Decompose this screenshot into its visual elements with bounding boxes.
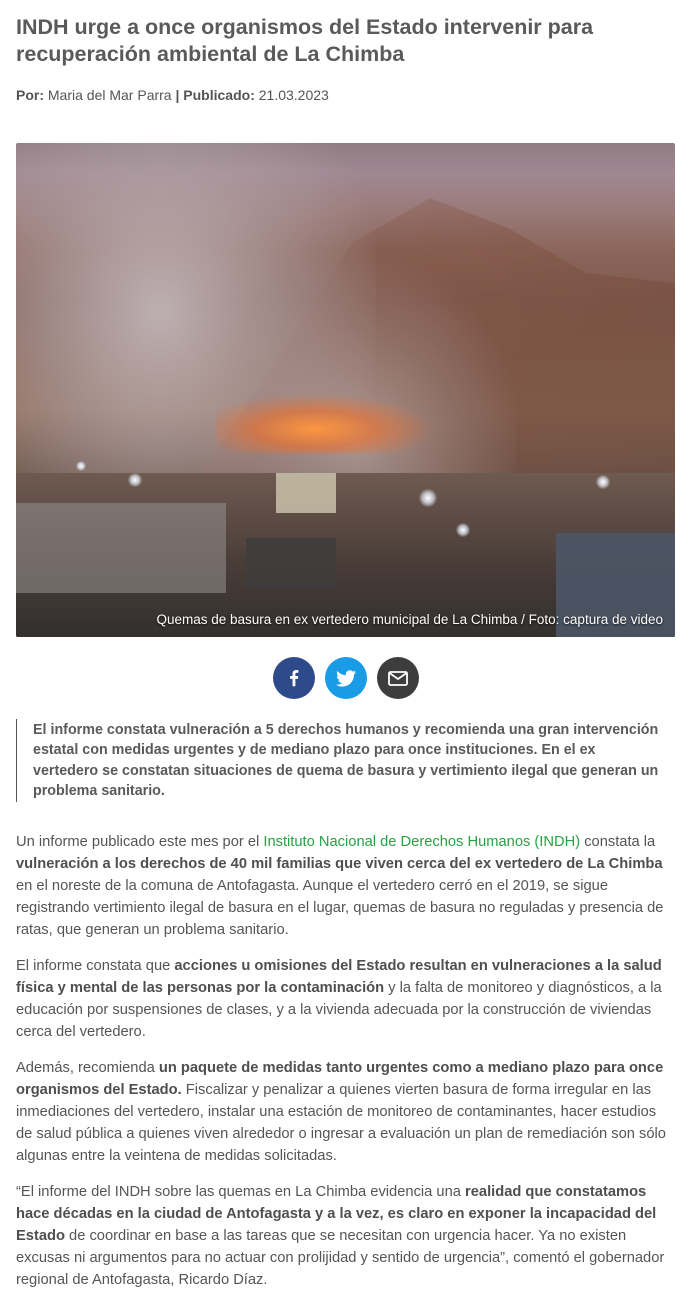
share-bar — [0, 657, 691, 699]
paragraph — [16, 831, 676, 941]
photo-building — [276, 473, 336, 513]
photo-building — [246, 538, 336, 588]
article-body — [16, 831, 676, 1301]
author-label: Por: — [16, 87, 44, 103]
bold-text: vulneración a los derechos de 40 mil familias que viven cerca del ex vertedero de La Chimba — [16, 856, 663, 872]
published-label: Publicado: — [183, 87, 255, 103]
text: en el noreste de la comuna de Antofagasta. Aunque el vertedero cerró en el 2019, se sigue registrando vertimiento ilegal de basura en el lugar, quemas de basura no reguladas y presencia de ratas, que generan un problema sanitario. — [16, 878, 664, 938]
share-twitter-button[interactable] — [325, 657, 367, 699]
bold-text: realidad que constatamos hace décadas en la ciudad de Antofagasta y a la vez, es claro en exponer la incapacidad del Estado — [16, 1184, 657, 1244]
twitter-icon — [334, 666, 358, 690]
paragraph — [16, 1057, 676, 1167]
text: de coordinar en base a las tareas que se necesitan con urgencia hacer. Ya no existen excusas ni argumentos para no actuar con prolijidad y sentido de urgencia”, comentó el gobernador regional de Antofagasta, Ricardo Díaz. — [16, 1228, 665, 1288]
text: Además, recomienda — [16, 1060, 159, 1076]
photo-building — [16, 503, 226, 593]
photo-light — [596, 475, 610, 489]
share-email-button[interactable] — [377, 657, 419, 699]
text: Fiscalizar y penalizar a quienes vierten basura de forma irregular en las inmediaciones del vertedero, instalar una estación de monitoreo de contaminantes, hacer estudios de salud pública a quienes viven alrededor o ingresar a evaluación un plan de remediación son sólo algunas entre la veintena de medidas solicitadas. — [16, 1082, 666, 1164]
byline — [16, 86, 329, 104]
photo-fire — [216, 393, 436, 453]
indh-link[interactable]: Instituto Nacional de Derechos Humanos (INDH) — [263, 834, 581, 850]
article-lead: El informe constata vulneración a 5 derechos humanos y recomienda una gran intervención estatal con medidas urgentes y de mediano plazo para once instituciones. En el ex vertedero se constatan situaciones de quema de basura y vertimiento ilegal que generan un problema sanitario. — [16, 719, 660, 802]
bold-text: un paquete de medidas tanto urgentes como a mediano plazo para once organismos del Estado. — [16, 1060, 664, 1098]
share-facebook-button[interactable] — [273, 657, 315, 699]
bold-text: acciones u omisiones del Estado resultan en vulneraciones a la salud física y mental de las personas por la contaminación — [16, 958, 662, 996]
text: “El informe del INDH sobre las quemas en La Chimba evidencia una — [16, 1184, 466, 1200]
text: y la falta de monitoreo y diagnósticos, a la educación por suspensiones de clases, y a la vivienda adecuada por la construcción de viviendas cerca del vertedero. — [16, 980, 662, 1040]
text: Un informe publicado este mes por el — [16, 834, 264, 850]
mail-icon — [386, 666, 410, 690]
photo-caption: Quemas de basura en ex vertedero municipal de La Chimba / Foto: captura de video — [156, 612, 663, 627]
published-date: 21.03.2023 — [258, 87, 329, 103]
text: El informe constata que — [16, 958, 175, 974]
byline-separator: | — [175, 87, 180, 103]
photo-light — [419, 489, 437, 507]
article-title: INDH urge a once organismos del Estado intervenir para recuperación ambiental de La Chimba — [16, 15, 594, 66]
article-photo — [16, 143, 675, 637]
author-name: Maria del Mar Parra — [47, 87, 172, 103]
photo-light — [128, 473, 142, 487]
facebook-icon — [283, 667, 305, 689]
paragraph — [16, 1181, 676, 1291]
paragraph — [16, 955, 676, 1043]
text: constata la — [580, 834, 656, 850]
photo-light — [76, 461, 86, 471]
photo-light — [456, 523, 470, 537]
